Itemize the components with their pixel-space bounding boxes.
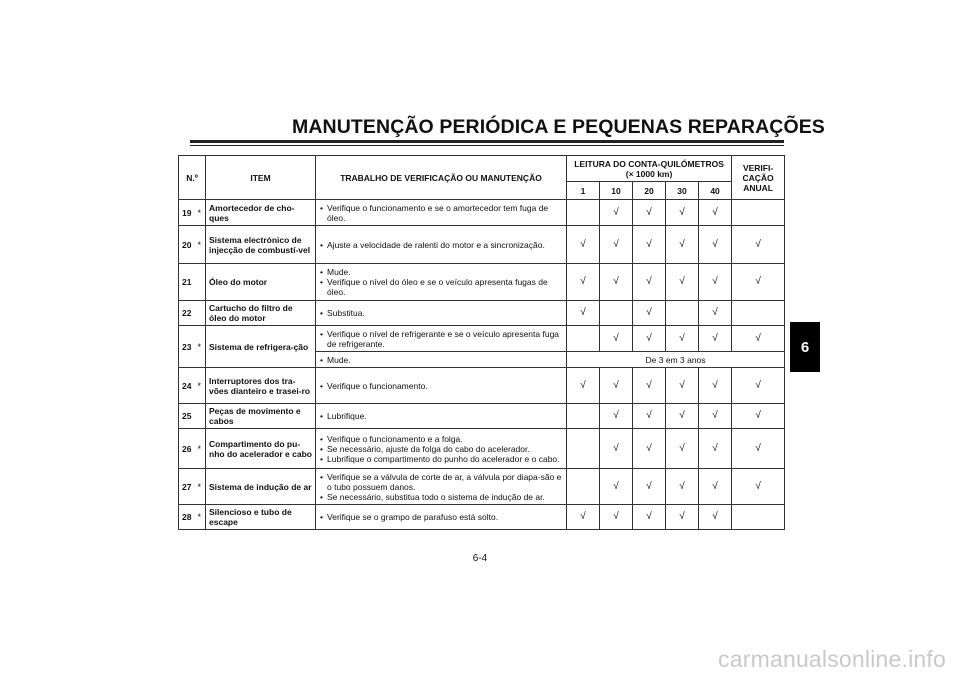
km-check: √ [699, 226, 732, 264]
work-step: • Mude. [320, 267, 562, 277]
interval-span: De 3 em 3 anos [567, 352, 785, 368]
km-check: √ [600, 404, 633, 429]
work-step: • Verifique se o grampo de parafuso está solto. [320, 512, 562, 522]
km-check: √ [699, 404, 732, 429]
work-step: • Substitua. [320, 308, 562, 318]
row-number: 28 [179, 505, 198, 530]
km-check: √ [633, 404, 666, 429]
km-check: √ [666, 226, 699, 264]
table-row [179, 368, 785, 404]
annual-check [732, 505, 785, 530]
row-item: Interruptores dos tra-vões dianteiro e trasei-ro [206, 368, 316, 404]
work-step: • Verifique o nível de refrigerante e se o veículo apresenta fuga de refrigerante. [320, 329, 562, 349]
work-step: • Se necessário, substitua todo o sistema de indução de ar. [320, 492, 562, 502]
row-number: 23 [179, 326, 198, 368]
km-check [600, 301, 633, 326]
km-check: √ [600, 326, 633, 352]
annual-check: √ [732, 469, 785, 505]
km-check: √ [666, 200, 699, 226]
km-check: √ [633, 469, 666, 505]
annual-check: √ [732, 326, 785, 352]
km-check: √ [699, 264, 732, 301]
km-check: √ [699, 429, 732, 469]
title-rule-thin [190, 145, 784, 146]
km-check: √ [699, 368, 732, 404]
work-list [320, 434, 562, 464]
km-check: √ [666, 326, 699, 352]
km-check: √ [567, 505, 600, 530]
row-star [198, 264, 206, 301]
annual-check [732, 301, 785, 326]
row-star: * [198, 326, 206, 368]
annual-check: √ [732, 368, 785, 404]
km-check [567, 404, 600, 429]
header-odometer [567, 156, 732, 182]
row-work [316, 264, 567, 301]
title-rule [190, 140, 784, 143]
km-check: √ [600, 429, 633, 469]
km-check: √ [600, 200, 633, 226]
km-check: √ [600, 368, 633, 404]
row-item: Sistema electrónico de injecção de combustí-vel [206, 226, 316, 264]
row-star [198, 301, 206, 326]
work-step: • Lubrifique. [320, 411, 562, 421]
row-number: 27 [179, 469, 198, 505]
work-step: • Lubrifique o compartimento do punho do acelerador e o cabo. [320, 454, 562, 464]
row-star: * [198, 505, 206, 530]
header-work: TRABALHO DE VERIFICAÇÃO OU MANUTENÇÃO [316, 156, 567, 200]
row-star: * [198, 226, 206, 264]
row-item: Sistema de indução de ar [206, 469, 316, 505]
km-check: √ [699, 469, 732, 505]
row-item: Compartimento do pu-nho do acelerador e cabo [206, 429, 316, 469]
page-number: 6-4 [472, 553, 488, 564]
km-check: √ [600, 226, 633, 264]
annual-check: √ [732, 226, 785, 264]
table-body [179, 200, 785, 530]
km-check [666, 301, 699, 326]
row-work [316, 200, 567, 226]
row-star: * [198, 469, 206, 505]
km-check: √ [600, 505, 633, 530]
header-km-10: 10 [600, 182, 633, 200]
km-check: √ [633, 226, 666, 264]
header-km-40: 40 [699, 182, 732, 200]
work-list [320, 355, 562, 365]
row-item: Sistema de refrigera-ção [206, 326, 316, 368]
row-work [316, 429, 567, 469]
km-check: √ [633, 429, 666, 469]
work-step: • Ajuste a velocidade de ralenti do motor e a sincronização. [320, 240, 562, 250]
row-number: 22 [179, 301, 198, 326]
work-list [320, 308, 562, 318]
work-list [320, 381, 562, 391]
km-check: √ [633, 368, 666, 404]
km-check [567, 200, 600, 226]
row-number: 19 [179, 200, 198, 226]
km-check: √ [666, 469, 699, 505]
km-check: √ [567, 301, 600, 326]
header-item: ITEM [206, 156, 316, 200]
row-star: * [198, 200, 206, 226]
work-step: • Verifique o funcionamento e se o amortecedor tem fuga de óleo. [320, 203, 562, 223]
row-work [316, 469, 567, 505]
km-check: √ [633, 301, 666, 326]
header-no: N.º [179, 156, 206, 200]
km-check: √ [567, 226, 600, 264]
work-step: • Mude. [320, 355, 562, 365]
km-check [567, 326, 600, 352]
km-check: √ [699, 301, 732, 326]
km-check: √ [633, 326, 666, 352]
annual-check: √ [732, 429, 785, 469]
table-row [179, 404, 785, 429]
km-check: √ [600, 264, 633, 301]
header-odometer-line2: (× 1000 km) [625, 168, 673, 179]
km-check [567, 429, 600, 469]
header-odometer-line1: LEITURA DO CONTA-QUILÓMETROS [574, 158, 724, 169]
header-km-20: 20 [633, 182, 666, 200]
km-check: √ [633, 264, 666, 301]
table-row [179, 429, 785, 469]
row-item: Cartucho do filtro de óleo do motor [206, 301, 316, 326]
chapter-tab: 6 [790, 322, 820, 372]
km-check: √ [633, 505, 666, 530]
km-check: √ [600, 469, 633, 505]
work-list [320, 267, 562, 297]
km-check: √ [699, 200, 732, 226]
row-work [316, 226, 567, 264]
watermark: carmanualsonline.info [718, 646, 946, 672]
annual-check: √ [732, 264, 785, 301]
row-item: Silencioso e tubo de escape [206, 505, 316, 530]
maintenance-table [178, 155, 785, 530]
km-check: √ [567, 368, 600, 404]
km-check: √ [666, 368, 699, 404]
km-check: √ [666, 429, 699, 469]
page-title: MANUTENÇÃO PERIÓDICA E PEQUENAS REPARAÇÕES [292, 116, 825, 138]
km-check: √ [666, 404, 699, 429]
row-number: 20 [179, 226, 198, 264]
work-step: • Se necessário, ajuste da folga do cabo do acelerador. [320, 444, 562, 454]
annual-check [732, 200, 785, 226]
row-number: 25 [179, 404, 198, 429]
header-km-30: 30 [666, 182, 699, 200]
table-row [179, 200, 785, 226]
km-check: √ [699, 505, 732, 530]
row-work [316, 301, 567, 326]
row-star: * [198, 429, 206, 469]
work-list [320, 329, 562, 349]
work-step: • Verifique o funcionamento e a folga. [320, 434, 562, 444]
table-row [179, 505, 785, 530]
table-row [179, 469, 785, 505]
work-list [320, 512, 562, 522]
row-star [198, 404, 206, 429]
header-annual: VERIFI-CAÇÃO ANUAL [732, 156, 785, 200]
row-number: 24 [179, 368, 198, 404]
work-list [320, 472, 562, 502]
km-check: √ [666, 264, 699, 301]
work-step: • Verifique se a válvula de corte de ar, a válvula por diapa-são e o tubo possuem danos. [320, 472, 562, 492]
work-list [320, 240, 562, 250]
row-number: 26 [179, 429, 198, 469]
row-item: Amortecedor de cho-ques [206, 200, 316, 226]
row-work [316, 352, 567, 368]
work-step: • Verifique o funcionamento. [320, 381, 562, 391]
work-list [320, 411, 562, 421]
row-star: * [198, 368, 206, 404]
row-item: Peças de movimento e cabos [206, 404, 316, 429]
table-row [179, 301, 785, 326]
table-row [179, 264, 785, 301]
km-check: √ [567, 264, 600, 301]
row-number: 21 [179, 264, 198, 301]
row-item: Óleo do motor [206, 264, 316, 301]
km-check: √ [699, 326, 732, 352]
row-work [316, 505, 567, 530]
work-list [320, 203, 562, 223]
km-check [567, 469, 600, 505]
work-step: • Verifique o nível do óleo e se o veículo apresenta fugas de óleo. [320, 277, 562, 297]
km-check: √ [666, 505, 699, 530]
row-work [316, 326, 567, 352]
header-km-1: 1 [567, 182, 600, 200]
row-work [316, 404, 567, 429]
table-row [179, 326, 785, 352]
table-row [179, 226, 785, 264]
annual-check: √ [732, 404, 785, 429]
row-work [316, 368, 567, 404]
km-check: √ [633, 200, 666, 226]
